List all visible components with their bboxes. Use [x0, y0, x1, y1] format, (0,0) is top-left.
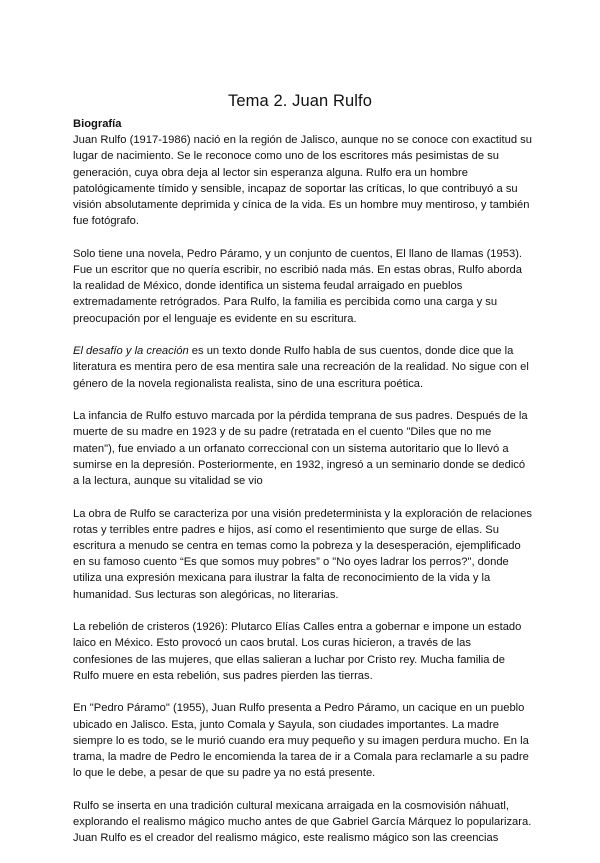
- paragraph-works: Solo tiene una novela, Pedro Páramo, y un conjunto de cuentos, El llano de llamas (1953). Fue un escritor que no quería escribir, no escribió nada más. En estas obras, Rulfo aborda la realidad de México, donde identifica un sistema feudal arraigado en pueblos extremadamente retrógrados. Para Rulfo, la familia es percibida como una carga y su preocupación por el lenguaje es evidente en su escritura.: [73, 247, 523, 325]
- paragraph-biography: Juan Rulfo (1917-1986) nació en la región de Jalisco, aunque no se conoce con exactitud su lugar de nacimiento. Se le reconoce como uno de los escritores más pesimistas de su generación, cuya obra deja al lector sin esperanza alguna. Rulfo era un hombre patológicamente tímido y sensible, incapaz de soportar las críticas, lo que contribuyó a su visión absolutamente deprimida y cínica de la vida. Es un hombre muy mentiroso, y también fue fotógrafo.: [73, 134, 532, 228]
- paragraph-desafio-text: es un texto donde Rulfo habla de sus cuentos, donde dice que la literatura es mentira pero de esa mentira sale una recreación de la realidad. No sigue con el género de la novela regionalista realista, sino de una escritura poética.: [73, 345, 529, 390]
- paragraph-cristeros: La rebelión de cristeros (1926): Plutarco Elías Calles entra a gobernar e impone un estado laico en México. Esto provocó un caos brutal. Los curas hicieron, a través de las confesiones de las mujeres, que ellas salieran a luchar por Cristo rey. Mucha familia de Rulfo muere en esta rebelión, sus padres pierden las tierras.: [73, 621, 522, 682]
- italic-work-title: El desafío y la creación: [73, 345, 189, 358]
- paragraph-characteristics: La obra de Rulfo se caracteriza por una visión predeterminista y la exploración de relaciones rotas y terribles entre padres e hijos, así como el resentimiento que surge de ellas. Su escritura a menudo se centra en temas como la pobreza y la desesperación, ejemplificado en su famoso cuento “Es que somos muy pobres” o "No oyes ladrar los perros?", donde utiliza una expresión mexicana para ilustrar la falta de reconocimiento de la vida y la humanidad. Sus lecturas son alegóricas, no literarias.: [73, 507, 532, 601]
- paragraph-childhood: La infancia de Rulfo estuvo marcada por la pérdida temprana de sus padres. Después de la muerte de su madre en 1923 y de su padre (retratada en el cuento "Diles que no me maten"), fue enviado a un orfanato correccional con un sistema autoritario que lo llevó a sumirse en la depresión. Posteriormente, en 1932, ingresó a un seminario donde se dedicó a la lectura, aunque su vitalidad se vio: [73, 410, 528, 488]
- paragraph-pedro-paramo: En "Pedro Páramo" (1955), Juan Rulfo presenta a Pedro Páramo, un cacique en un pueblo ubicado en Jalisco. Esta, junto Comala y Sayula, son ciudades importantes. La madre siempre lo es todo, se le murió cuando era muy pequeño y su imagen perdura mucho. En la trama, la madre de Pedro le encomienda la tarea de ir a Comala para reclamarle a su padre lo que le debe, a pesar de que su padre ya no está presente.: [73, 702, 529, 780]
- paragraph-magic-realism: Rulfo se inserta en una tradición cultural mexicana arraigada en la cosmovisión náhuatl, explorando el realismo mágico mucho antes de que Gabriel García Márquez lo popularizara. Juan Rulfo es el creador del realismo mágico, este realismo mágico son las creencias: [73, 799, 532, 845]
- paragraph-desafio: [73, 343, 533, 392]
- page-title: Tema 2. Juan Rulfo: [228, 92, 372, 110]
- section-heading: Biografía: [73, 118, 122, 130]
- document-body: [73, 116, 533, 863]
